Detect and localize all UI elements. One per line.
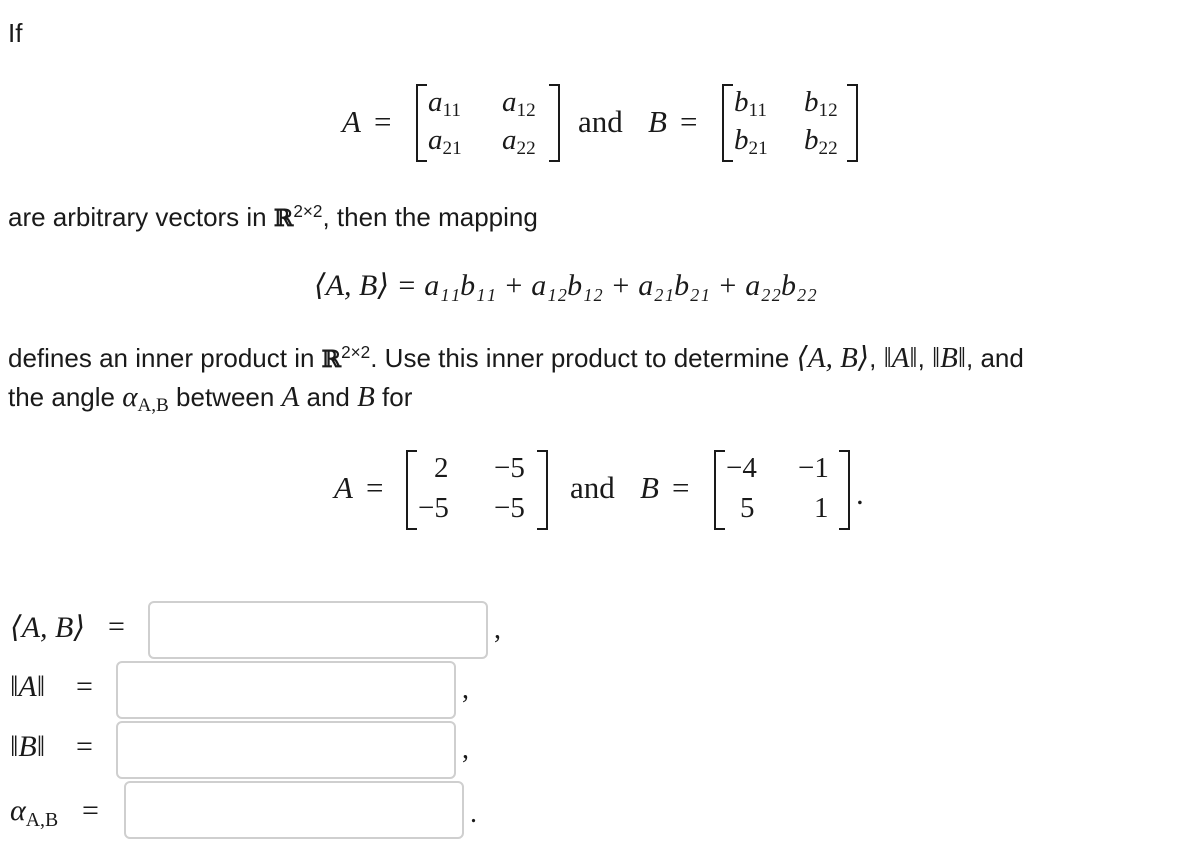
sentence-text: the angle	[8, 382, 123, 412]
given-B-cell: 1	[814, 492, 829, 524]
sentence-text: defines an inner product in	[8, 343, 322, 373]
answer-punct: ,	[462, 734, 469, 765]
B-symbol: B	[357, 381, 375, 413]
answer-equals: =	[76, 670, 93, 703]
given-A-cell: −5	[494, 452, 525, 484]
given-matrix-A	[406, 450, 548, 530]
norm-B-symbol: ‖B‖	[932, 342, 967, 374]
given-A-cell: −5	[418, 492, 449, 524]
given-B-cell: 5	[740, 492, 755, 524]
def-A-cell: a21	[428, 124, 462, 160]
alpha-subscript: A,B	[137, 395, 169, 417]
def-matrix-B	[722, 84, 858, 162]
A-symbol: A	[281, 381, 300, 413]
answer-punct: .	[470, 798, 477, 829]
sentence-text: , and	[966, 343, 1024, 373]
def-B-equals: =	[680, 104, 698, 139]
def-matrix-A	[416, 84, 560, 162]
inner-product-input[interactable]	[148, 601, 488, 659]
alpha-symbol	[122, 381, 169, 417]
inner-product-formula: ⟨A, B⟩ = a₁₁b₁₁ + a₁₂b₁₂ + a₂₁b₂₁ + a₂₂b₂₂	[314, 269, 817, 302]
sentence-text: and	[299, 382, 358, 412]
separator: ,	[917, 343, 933, 373]
alpha-glyph: α	[122, 381, 138, 413]
def-B-cell: b11	[734, 86, 767, 122]
given-matrix-B	[714, 450, 850, 530]
given-B-equals: =	[672, 470, 690, 505]
given-B-cell: −1	[798, 452, 829, 484]
real-space-symbol: ℝ	[321, 345, 342, 373]
def-A-cell: a12	[502, 86, 536, 122]
given-A-cell: −5	[494, 492, 525, 524]
given-and: and	[570, 470, 615, 505]
sentence-text: are arbitrary vectors in	[8, 202, 274, 232]
def-A-cell: a11	[428, 86, 461, 122]
answer-equals: =	[82, 794, 99, 827]
answer-equals: =	[108, 610, 125, 643]
def-A-label: A	[342, 104, 361, 139]
sentence-text: between	[168, 382, 282, 412]
answer-label-norm-B: ‖B‖	[10, 730, 46, 763]
given-B-label: B	[640, 470, 659, 505]
sentence-angle	[8, 381, 413, 417]
answer-label-norm-A: ‖A‖	[10, 670, 46, 703]
def-B-cell: b22	[804, 124, 838, 160]
sentence-vectors	[8, 202, 538, 233]
space-dimension: 2×2	[293, 200, 323, 221]
given-B-cell: −4	[726, 452, 757, 484]
given-A-label: A	[334, 470, 353, 505]
sentence-defines	[8, 340, 1024, 375]
answer-label-inner-product: ⟨A, B⟩	[10, 611, 86, 644]
inner-product-symbol: ⟨A, B⟩	[796, 342, 870, 374]
alpha-glyph: α	[10, 794, 26, 827]
real-space-symbol: ℝ	[273, 204, 294, 232]
def-A-cell: a22	[502, 124, 536, 160]
given-period: .	[856, 476, 864, 511]
answer-equals: =	[76, 730, 93, 763]
answer-punct: ,	[494, 614, 501, 645]
angle-input[interactable]	[124, 781, 464, 839]
def-A-equals: =	[374, 104, 392, 139]
intro-text: If	[8, 18, 23, 48]
def-B-cell: b12	[804, 86, 838, 122]
space-dimension: 2×2	[341, 341, 371, 362]
answer-punct: ,	[462, 674, 469, 705]
answer-label-angle	[10, 794, 59, 831]
given-A-cell: 2	[434, 452, 449, 484]
sentence-text: for	[374, 382, 413, 412]
def-B-label: B	[648, 104, 667, 139]
def-B-cell: b21	[734, 124, 768, 160]
norm-A-symbol: ‖A‖	[883, 342, 918, 374]
def-and: and	[578, 104, 623, 139]
norm-A-input[interactable]	[116, 661, 456, 719]
sentence-text: , then the mapping	[322, 202, 538, 232]
norm-B-input[interactable]	[116, 721, 456, 779]
given-A-equals: =	[366, 470, 384, 505]
separator: ,	[869, 343, 884, 373]
sentence-text: . Use this inner product to determine	[370, 343, 797, 373]
alpha-subscript: A,B	[25, 808, 59, 831]
